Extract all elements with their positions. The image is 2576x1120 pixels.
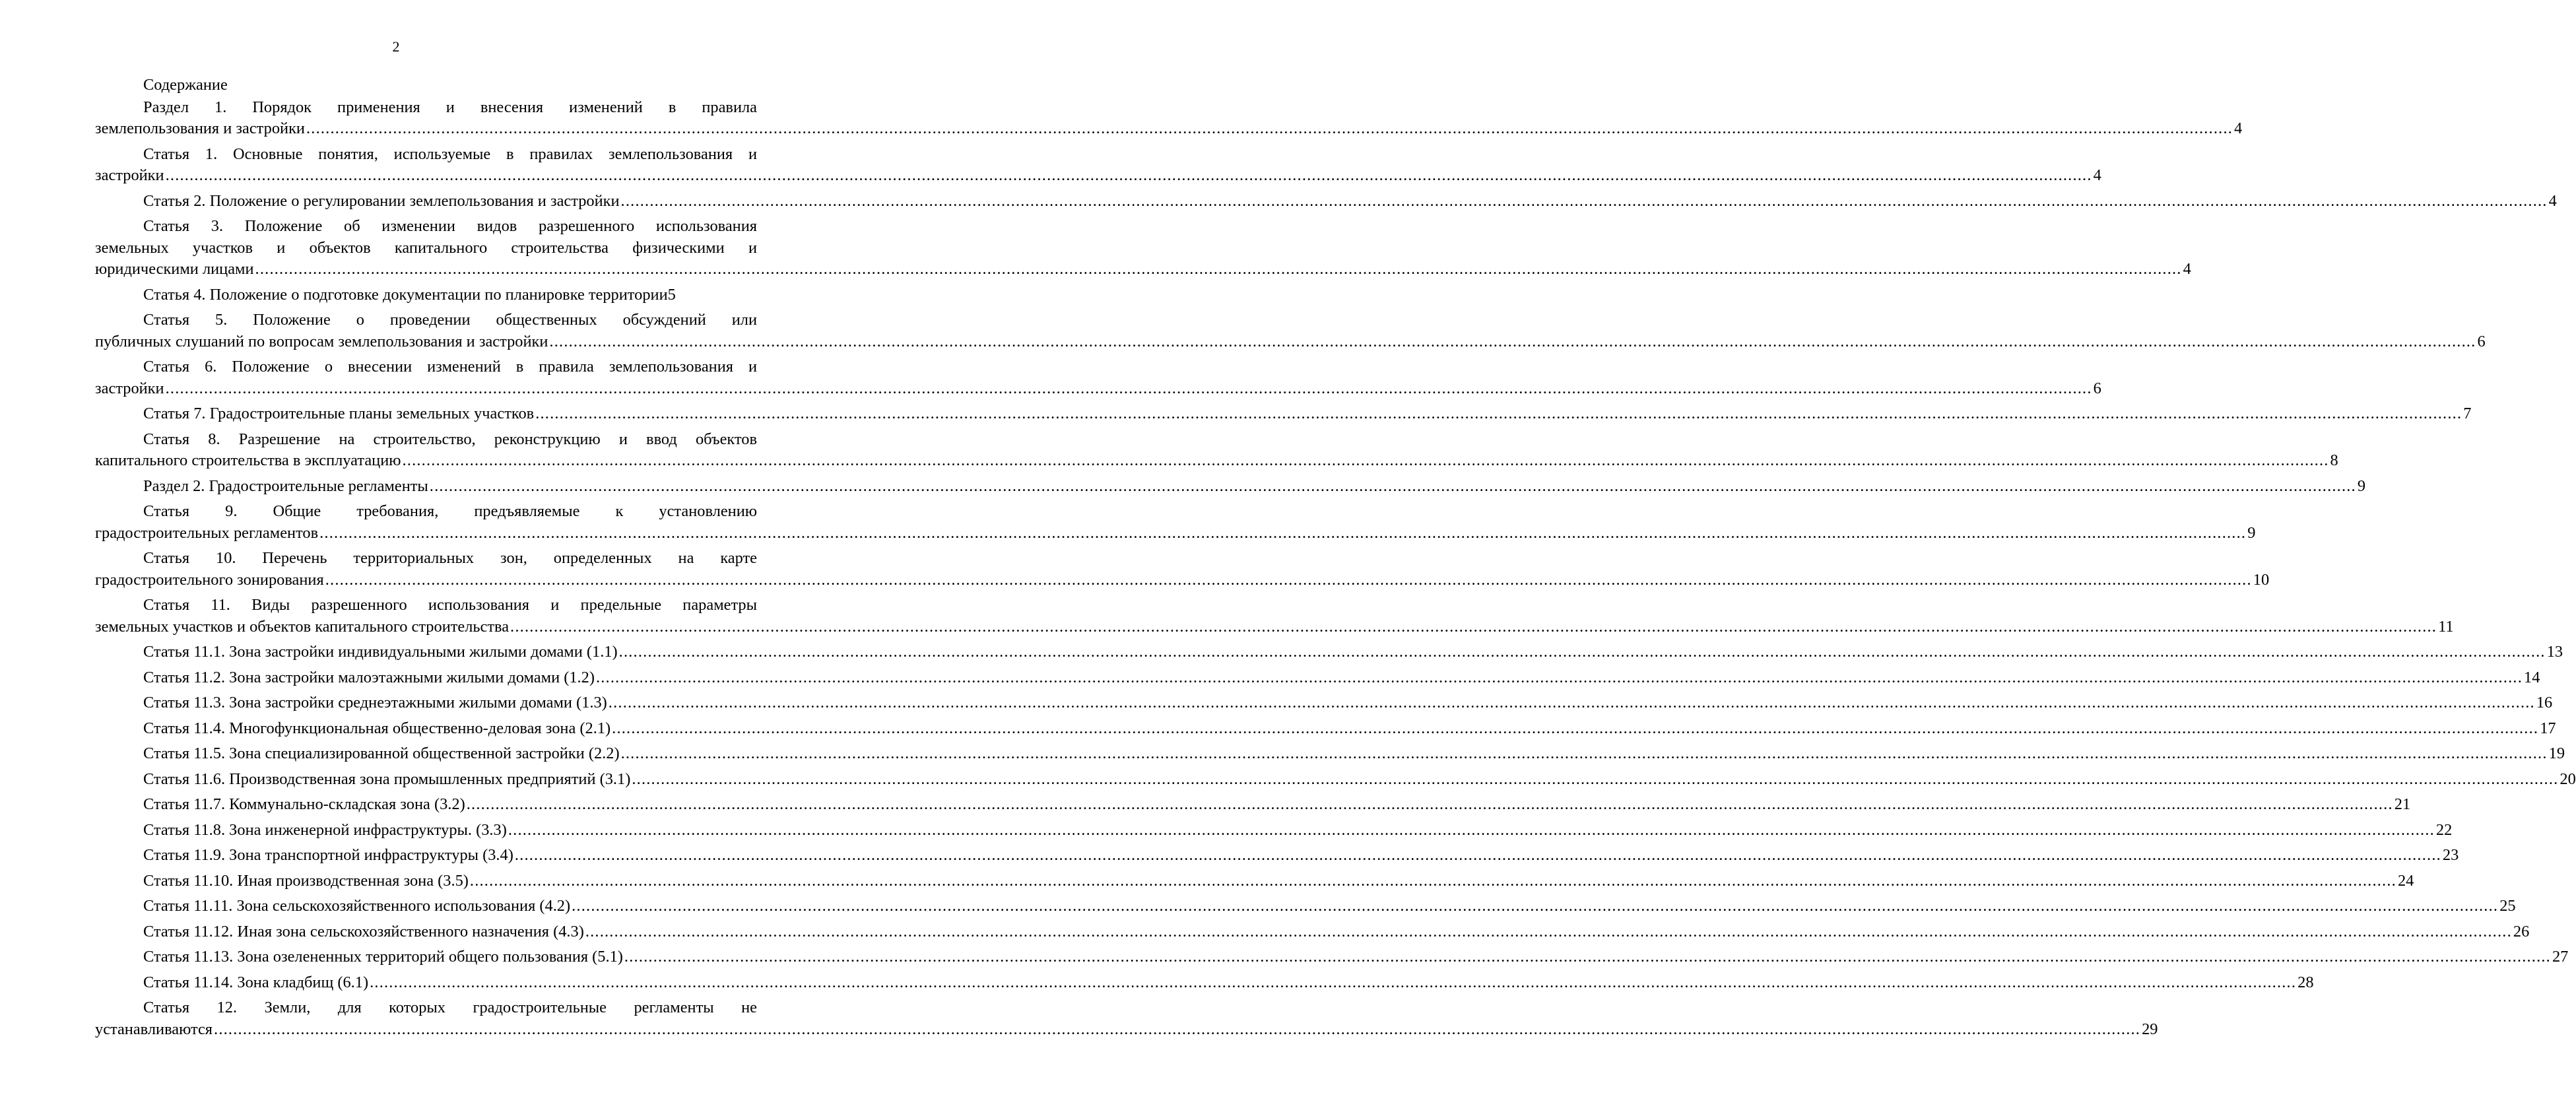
toc-page-number: 28 <box>2297 973 2314 991</box>
toc-entry[interactable] <box>95 476 2366 498</box>
dot-leader: ................................................................................................................................................................................................................................................................................................................................................................................................................ <box>632 770 2559 788</box>
toc-page-number: 9 <box>2357 477 2366 495</box>
toc-page-number: 4 <box>2093 166 2101 184</box>
toc-entry[interactable] <box>95 972 2314 994</box>
toc-page-number: 10 <box>2253 570 2270 589</box>
toc-entry-text: Статья 9. Общие требования, предъявляемые к установлению <box>143 502 757 520</box>
dot-leader: ................................................................................................................................................................................................................................................................................................................................................................................................................ <box>595 668 2523 686</box>
toc-entry[interactable] <box>95 820 2453 841</box>
toc-entry-text: застройки <box>95 379 164 397</box>
toc-entry[interactable] <box>95 769 2576 791</box>
toc-entry-text: устанавливаются <box>95 1020 213 1038</box>
toc-entry-text: Статья 6. Положение о внесении изменений в правила землепользования и <box>143 358 757 376</box>
toc-entry[interactable] <box>95 896 2516 917</box>
toc-page-number: 16 <box>2536 694 2553 711</box>
dot-leader: ................................................................................................................................................................................................................................................................................................................................................................................................................ <box>572 897 2499 915</box>
toc-entry-text: Статья 11.14. Зона кладбищ (6.1) <box>143 973 369 991</box>
toc-entry-text: Статья 11.10. Иная производственная зона (3.5) <box>143 871 469 890</box>
toc-entry-text: капитального строительства в эксплуатацию <box>95 451 401 469</box>
toc-entry-text: градостроительного зонирования <box>95 570 324 589</box>
toc-entry-text: Статья 11.12. Иная зона сельскохозяйственного назначения (4.3) <box>143 922 584 940</box>
toc-list <box>95 97 2576 1041</box>
toc-page-number: 26 <box>2513 922 2530 940</box>
toc-page-number: 24 <box>2397 871 2414 890</box>
toc-entry-text: градостроительных регламентов <box>95 523 319 542</box>
toc-entry[interactable] <box>95 501 2256 544</box>
toc-entry-text: Статья 1. Основные понятия, используемые в правилах землепользования и <box>143 145 757 163</box>
dot-leader: ................................................................................................................................................................................................................................................................................................................................................................................................................ <box>165 379 2092 397</box>
dot-leader: ................................................................................................................................................................................................................................................................................................................................................................................................................ <box>535 405 2462 422</box>
toc-entry-text: Статья 11.1. Зона застройки индивидуальными жилыми домами (1.1) <box>143 643 618 661</box>
toc-entry[interactable] <box>95 97 2243 140</box>
toc-entry-text: Статья 11.4. Многофункциональная общественно-деловая зона (2.1) <box>143 719 611 737</box>
toc-page-number: 20 <box>2559 770 2576 788</box>
toc-entry-text: юридическими лицами <box>95 260 254 278</box>
toc-entry[interactable] <box>95 284 757 306</box>
toc-entry-text: Статья 12. Земли, для которых градостроительные регламенты не <box>143 999 757 1016</box>
toc-entry[interactable] <box>95 794 2411 816</box>
toc-entry-text: Статья 11.2. Зона застройки малоэтажными жилыми домами (1.2) <box>143 668 595 686</box>
toc-entry[interactable] <box>95 718 2556 740</box>
toc-entry[interactable] <box>95 921 2530 943</box>
toc-entry-text: Статья 4. Положение о подготовке документации по планировке территории5 <box>143 285 676 304</box>
dot-leader: ................................................................................................................................................................................................................................................................................................................................................................................................................ <box>255 260 2182 278</box>
dot-leader: ................................................................................................................................................................................................................................................................................................................................................................................................................ <box>429 477 2356 495</box>
dot-leader: ................................................................................................................................................................................................................................................................................................................................................................................................................ <box>620 744 2548 762</box>
toc-page-number: 11 <box>2438 617 2454 636</box>
dot-leader: ................................................................................................................................................................................................................................................................................................................................................................................................................ <box>514 846 2441 864</box>
dot-leader: ................................................................................................................................................................................................................................................................................................................................................................................................................ <box>325 570 2252 589</box>
dot-leader: ................................................................................................................................................................................................................................................................................................................................................................................................................ <box>549 332 2476 350</box>
toc-page-number: 7 <box>2463 405 2472 422</box>
toc-entry[interactable] <box>95 144 2101 187</box>
dot-leader: ................................................................................................................................................................................................................................................................................................................................................................................................................ <box>508 820 2435 839</box>
dot-leader: ................................................................................................................................................................................................................................................................................................................................................................................................................ <box>165 166 2092 184</box>
toc-entry[interactable] <box>95 191 2557 213</box>
toc-entry-text: Статья 11.5. Зона специализированной общественной застройки (2.2) <box>143 744 620 762</box>
toc-entry[interactable] <box>95 692 2553 714</box>
toc-entry-text: землепользования и застройки <box>95 119 305 137</box>
toc-page-number: 17 <box>2540 719 2556 737</box>
dot-leader: ................................................................................................................................................................................................................................................................................................................................................................................................................ <box>585 922 2512 940</box>
toc-entry-text: Статья 2. Положение о регулировании землепользования и застройки <box>143 191 620 210</box>
toc-page-number: 4 <box>2548 191 2557 210</box>
toc-entry-text: Статья 11.8. Зона инженерной инфраструктуры. (3.3) <box>143 820 507 839</box>
dot-leader: ................................................................................................................................................................................................................................................................................................................................................................................................................ <box>370 973 2297 991</box>
toc-page-number: 13 <box>2546 643 2563 661</box>
toc-entry-text: Раздел 2. Градостроительные регламенты <box>143 477 428 495</box>
toc-entry[interactable] <box>95 946 2569 968</box>
toc-page-number: 4 <box>2234 119 2243 137</box>
toc-page-number: 23 <box>2442 846 2459 864</box>
toc-entry[interactable] <box>95 997 2158 1040</box>
toc-entry[interactable] <box>95 595 2454 638</box>
toc-entry-text: Статья 11.7. Коммунально-складская зона (3.2) <box>143 795 465 813</box>
toc-page-number: 27 <box>2552 948 2569 966</box>
toc-entry[interactable] <box>95 743 2565 765</box>
toc-page-number: 21 <box>2394 795 2411 813</box>
toc-entry-text: Статья 7. Градостроительные планы земельных участков <box>143 405 535 422</box>
toc-entry[interactable] <box>95 403 2472 425</box>
toc-entry-text: застройки <box>95 166 164 184</box>
dot-leader: ................................................................................................................................................................................................................................................................................................................................................................................................................ <box>319 523 2247 542</box>
toc-page-number: 29 <box>2142 1020 2158 1038</box>
toc-entry-text: Статья 11. Виды разрешенного использования и предельные параметры <box>143 596 757 614</box>
toc-entry[interactable] <box>95 642 2563 663</box>
toc-entry[interactable] <box>95 310 2486 352</box>
toc-entry[interactable] <box>95 548 2270 591</box>
toc-page-number: 8 <box>2330 451 2338 469</box>
toc-entry-text: Статья 11.6. Производственная зона промышленных предприятий (3.1) <box>143 770 631 788</box>
dot-leader: ................................................................................................................................................................................................................................................................................................................................................................................................................ <box>510 617 2437 636</box>
page-number: 2 <box>392 38 400 55</box>
dot-leader: ................................................................................................................................................................................................................................................................................................................................................................................................................ <box>306 119 2233 137</box>
dot-leader: ................................................................................................................................................................................................................................................................................................................................................................................................................ <box>618 643 2546 661</box>
dot-leader: ................................................................................................................................................................................................................................................................................................................................................................................................................ <box>469 871 2396 890</box>
toc-entry[interactable] <box>95 429 2338 472</box>
dot-leader: ................................................................................................................................................................................................................................................................................................................................................................................................................ <box>466 795 2393 813</box>
toc-title: Содержание <box>143 76 228 94</box>
toc-entry-text: Статья 10. Перечень территориальных зон, определенных на карте <box>143 549 757 567</box>
toc-entry[interactable] <box>95 667 2540 689</box>
toc-page-number: 6 <box>2477 332 2486 350</box>
toc-entry-text: земельных участков и объектов капитального строительства физическими и <box>95 238 757 257</box>
dot-leader: ................................................................................................................................................................................................................................................................................................................................................................................................................ <box>624 948 2551 966</box>
toc-entry-text: Статья 11.9. Зона транспортной инфраструктуры (3.4) <box>143 846 513 864</box>
toc-page-number: 9 <box>2247 523 2256 542</box>
toc-entry[interactable] <box>95 356 2101 399</box>
toc-entry-text: Статья 11.11. Зона сельскохозяйственного использования (4.2) <box>143 897 571 915</box>
toc-entry[interactable] <box>95 216 2191 280</box>
toc-page-number: 14 <box>2524 668 2540 686</box>
toc-entry[interactable] <box>95 871 2414 892</box>
dot-leader: ................................................................................................................................................................................................................................................................................................................................................................................................................ <box>620 191 2548 210</box>
dot-leader: ................................................................................................................................................................................................................................................................................................................................................................................................................ <box>612 719 2539 737</box>
toc-entry-text: Статья 11.13. Зона озелененных территорий общего пользования (5.1) <box>143 948 623 966</box>
dot-leader: ................................................................................................................................................................................................................................................................................................................................................................................................................ <box>608 694 2535 711</box>
toc-page-number: 19 <box>2548 744 2565 762</box>
toc-entry-text: Статья 3. Положение об изменении видов разрешенного использования <box>143 217 757 235</box>
toc-page-number: 6 <box>2093 379 2101 397</box>
toc-entry-text: Статья 11.3. Зона застройки среднеэтажными жилыми домами (1.3) <box>143 694 607 711</box>
toc-entry-text: публичных слушаний по вопросам землепользования и застройки <box>95 332 548 350</box>
toc-entry[interactable] <box>95 845 2459 867</box>
toc-entry-text: земельных участков и объектов капитального строительства <box>95 617 510 636</box>
toc-entry-text: Раздел 1. Порядок применения и внесения изменений в правила <box>143 98 757 116</box>
toc-page-number: 4 <box>2183 260 2191 278</box>
toc-page-number: 22 <box>2435 820 2453 839</box>
dot-leader: ................................................................................................................................................................................................................................................................................................................................................................................................................ <box>402 451 2329 469</box>
table-of-contents <box>95 75 2576 1044</box>
dot-leader: ................................................................................................................................................................................................................................................................................................................................................................................................................ <box>214 1020 2141 1038</box>
toc-entry-text: Статья 8. Разрешение на строительство, реконструкцию и ввод объектов <box>143 430 757 448</box>
toc-entry-text: Статья 5. Положение о проведении общественных обсуждений или <box>143 311 757 329</box>
toc-page-number: 25 <box>2499 897 2516 915</box>
